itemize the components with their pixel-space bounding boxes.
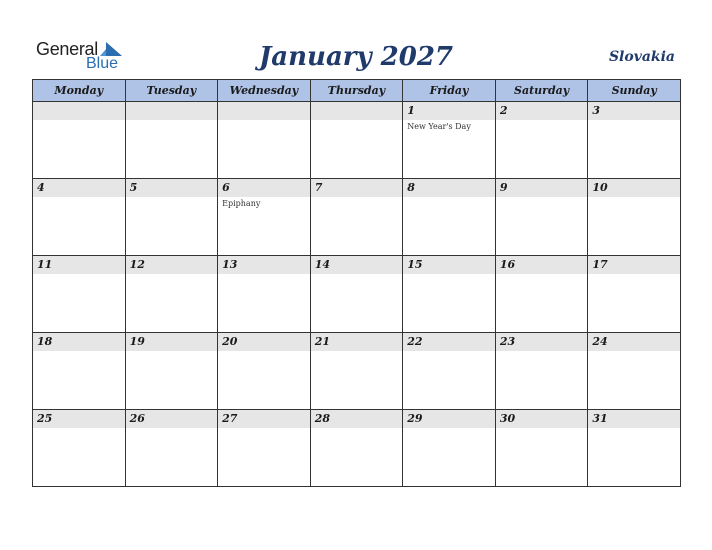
- day-number-band: [588, 333, 680, 351]
- day-number-band: [218, 410, 310, 428]
- day-number: 1: [407, 104, 415, 117]
- day-number: 14: [314, 258, 330, 271]
- day-number: 2: [499, 104, 508, 117]
- day-number-band: [33, 256, 125, 274]
- weekday-header-wednesday: Wednesday: [218, 80, 311, 102]
- weekday-header-saturday: Saturday: [496, 80, 589, 102]
- calendar-weeks: [33, 102, 681, 487]
- day-number-band: [311, 102, 403, 120]
- logo-text-blue: Blue: [86, 55, 119, 72]
- day-number-band: [403, 102, 495, 120]
- day-number-band: [311, 333, 403, 351]
- day-number: 12: [129, 258, 145, 271]
- day-number: 27: [222, 412, 238, 425]
- day-cell[interactable]: [311, 102, 404, 179]
- day-cell[interactable]: [33, 333, 126, 410]
- day-cell[interactable]: [588, 179, 681, 256]
- day-number-band: [218, 333, 310, 351]
- day-cell[interactable]: [126, 102, 219, 179]
- day-number: 23: [499, 335, 516, 348]
- calendar-grid: [32, 79, 681, 487]
- day-number-band: [218, 102, 310, 120]
- day-number-band: [403, 179, 495, 197]
- day-number: 13: [222, 258, 238, 271]
- day-number-band: [403, 410, 495, 428]
- day-cell[interactable]: [218, 102, 311, 179]
- day-number: 19: [129, 335, 145, 348]
- day-cell[interactable]: [311, 333, 404, 410]
- day-number: 4: [37, 181, 45, 194]
- weekday-header-tuesday: Tuesday: [126, 80, 219, 102]
- day-number: 24: [592, 335, 608, 348]
- day-number: 8: [407, 181, 415, 194]
- day-cell[interactable]: [126, 410, 219, 487]
- day-cell[interactable]: [588, 410, 681, 487]
- day-number-band: [496, 179, 588, 197]
- day-number-band: [588, 102, 680, 120]
- day-cell[interactable]: [496, 179, 589, 256]
- day-cell[interactable]: [588, 102, 681, 179]
- week-row: [33, 410, 681, 487]
- day-cell[interactable]: [311, 256, 404, 333]
- day-number-band: [126, 333, 218, 351]
- day-number-band: [496, 333, 588, 351]
- day-number: 20: [222, 335, 238, 348]
- day-number-band: [218, 256, 310, 274]
- day-cell[interactable]: [403, 179, 496, 256]
- day-cell[interactable]: [126, 179, 219, 256]
- day-number-band: [496, 256, 588, 274]
- day-number-band: [311, 256, 403, 274]
- country-label: Slovakia: [608, 49, 675, 65]
- weekday-header-thursday: Thursday: [311, 80, 404, 102]
- week-row: [33, 179, 681, 256]
- day-number: 11: [37, 258, 53, 271]
- holiday-label: New Year's Day: [407, 122, 471, 131]
- day-number-band: [33, 179, 125, 197]
- holiday-label: Epiphany: [222, 199, 261, 208]
- day-number-band: [218, 179, 310, 197]
- day-number-band: [403, 256, 495, 274]
- weekday-header-friday: Friday: [403, 80, 496, 102]
- day-number: 26: [129, 412, 145, 425]
- day-cell[interactable]: [496, 333, 589, 410]
- day-number: 3: [592, 104, 601, 117]
- day-number: 17: [592, 258, 608, 271]
- day-number-band: [588, 179, 680, 197]
- day-cell[interactable]: [588, 333, 681, 410]
- day-cell[interactable]: [496, 410, 589, 487]
- day-number: 18: [37, 335, 53, 348]
- day-number-band: [126, 410, 218, 428]
- day-number: 25: [37, 412, 53, 425]
- day-number-band: [496, 410, 588, 428]
- day-cell[interactable]: [403, 333, 496, 410]
- day-cell[interactable]: [218, 179, 311, 256]
- day-cell[interactable]: [33, 102, 126, 179]
- day-number: 22: [407, 335, 423, 348]
- day-number-band: [588, 256, 680, 274]
- day-number-band: [311, 179, 403, 197]
- week-row: [33, 102, 681, 179]
- day-number-band: [33, 102, 125, 120]
- day-cell[interactable]: [496, 256, 589, 333]
- day-cell[interactable]: [403, 256, 496, 333]
- day-number-band: [496, 102, 588, 120]
- day-number: 9: [499, 181, 508, 194]
- day-number-band: [126, 102, 218, 120]
- day-number: 30: [499, 412, 516, 425]
- day-number-band: [403, 333, 495, 351]
- day-cell[interactable]: [588, 256, 681, 333]
- day-number: 31: [592, 412, 608, 425]
- week-row: [33, 256, 681, 333]
- weekday-header-monday: Monday: [33, 80, 126, 102]
- weekday-header-sunday: Sunday: [588, 80, 681, 102]
- day-cell[interactable]: [218, 333, 311, 410]
- day-cell[interactable]: [33, 179, 126, 256]
- day-number: 10: [592, 181, 608, 194]
- day-number-band: [126, 256, 218, 274]
- day-cell[interactable]: [33, 256, 126, 333]
- day-number-band: [126, 179, 218, 197]
- day-number: 6: [222, 181, 230, 194]
- day-cell[interactable]: [403, 102, 496, 179]
- calendar-title: January 2027: [258, 42, 454, 72]
- week-row: [33, 333, 681, 410]
- day-cell[interactable]: [311, 410, 404, 487]
- day-cell[interactable]: [403, 410, 496, 487]
- day-cell[interactable]: [33, 410, 126, 487]
- day-cell[interactable]: [311, 179, 404, 256]
- day-cell[interactable]: [218, 410, 311, 487]
- day-cell[interactable]: [218, 256, 311, 333]
- day-number-band: [311, 410, 403, 428]
- day-number: 21: [314, 335, 330, 348]
- day-cell[interactable]: [496, 102, 589, 179]
- day-cell[interactable]: [126, 333, 219, 410]
- day-number-band: [33, 333, 125, 351]
- weekday-header-row: [33, 80, 681, 102]
- day-number: 28: [314, 412, 330, 425]
- day-number: 16: [499, 258, 516, 271]
- logo-text-general: General: [36, 39, 98, 59]
- day-number: 5: [129, 181, 138, 194]
- day-number: 29: [407, 412, 423, 425]
- day-number: 15: [407, 258, 423, 271]
- day-cell[interactable]: [126, 256, 219, 333]
- day-number-band: [33, 410, 125, 428]
- day-number: 7: [314, 181, 323, 194]
- day-number-band: [588, 410, 680, 428]
